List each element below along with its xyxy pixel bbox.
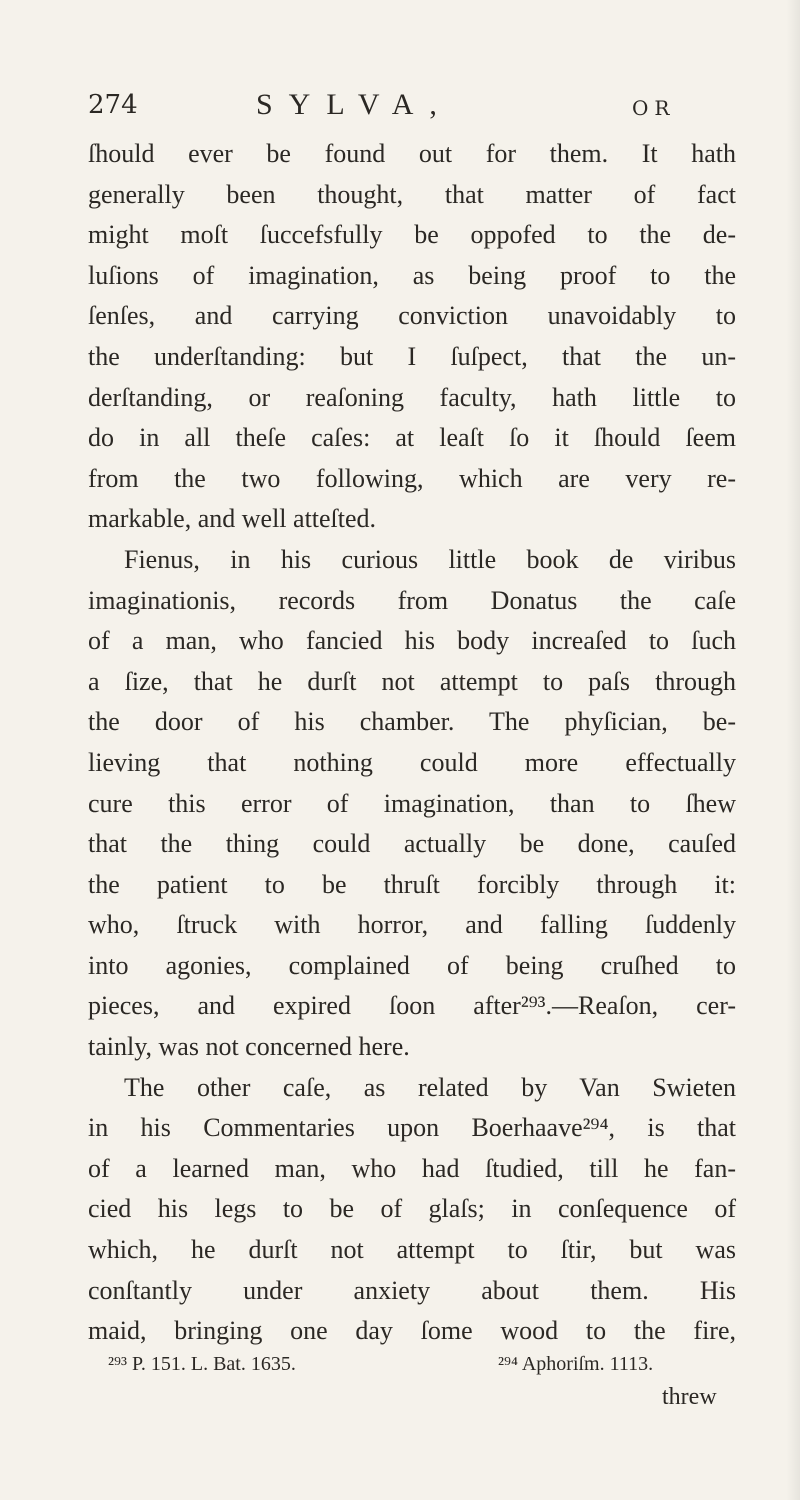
- text-line: the door of his chamber. The phyſician, be-: [88, 707, 736, 737]
- text-line: derſtanding, or reaſoning faculty, hath little to: [88, 382, 736, 412]
- text-line: tainly, was not concerned here.: [88, 1032, 410, 1062]
- catchword: threw: [662, 1384, 717, 1410]
- text-line: who, ſtruck with horror, and falling ſuddenly: [88, 910, 736, 940]
- footnote-294: ²⁹⁴ Aphoriſm. 1113.: [498, 1353, 654, 1375]
- body-text: [88, 134, 736, 1352]
- text-line: in his Commentaries upon Boerhaave²⁹⁴, is that: [88, 1113, 736, 1143]
- text-line: maid, bringing one day ſome wood to the fire,: [88, 1316, 736, 1346]
- footnotes: [108, 1353, 728, 1383]
- running-header: [88, 88, 728, 128]
- text-line: pieces, and expired ſoon after²⁹³.—Reaſon, cer-: [88, 991, 736, 1021]
- text-line: The other caſe, as related by Van Swieten: [124, 1072, 736, 1102]
- text-line: into agonies, complained of being cruſhed to: [88, 950, 736, 980]
- page-number: 274: [88, 90, 138, 120]
- text-line: do in all theſe caſes: at leaſt ſo it ſhould ſeem: [88, 423, 736, 453]
- text-line: Fienus, in his curious little book de viribus: [124, 544, 736, 574]
- text-line: the underſtanding: but I ſuſpect, that the un-: [88, 341, 736, 371]
- text-line: might moſt ſuccefsfully be oppofed to the de-: [88, 220, 736, 250]
- text-line: which, he durſt not attempt to ſtir, but was: [88, 1235, 736, 1265]
- text-line: conſtantly under anxiety about them. His: [88, 1275, 736, 1305]
- page-edge-shadow: [786, 0, 800, 1500]
- text-line: the patient to be thruſt forcibly through it:: [88, 869, 736, 899]
- text-line: lieving that nothing could more effectually: [88, 747, 736, 777]
- text-line: of a learned man, who had ſtudied, till he fan-: [88, 1153, 736, 1183]
- text-line: of a man, who fancied his body increaſed to ſuch: [88, 626, 736, 656]
- text-line: ſenſes, and carrying conviction unavoidably to: [88, 301, 736, 331]
- text-line: markable, and well atteſted.: [88, 504, 377, 534]
- text-line: luſions of imagination, as being proof to the: [88, 260, 736, 290]
- text-line: imaginationis, records from Donatus the caſe: [88, 585, 736, 615]
- text-line: ſhould ever be found out for them. It hath: [88, 139, 736, 168]
- text-line: cied his legs to be of glaſs; in conſequence of: [88, 1194, 736, 1224]
- footnote-293: ²⁹³ P. 151. L. Bat. 1635.: [108, 1353, 296, 1375]
- running-title-or: OR: [632, 96, 676, 120]
- text-line: generally been thought, that matter of fact: [88, 179, 736, 209]
- text-line: that the thing could actually be done, cauſed: [88, 829, 736, 859]
- running-title: SYLVA,: [256, 88, 453, 121]
- text-line: cure this error of imagination, than to ſhew: [88, 788, 736, 818]
- text-line: from the two following, which are very re-: [88, 463, 736, 493]
- text-line: a ſize, that he durſt not attempt to paſs through: [88, 666, 736, 696]
